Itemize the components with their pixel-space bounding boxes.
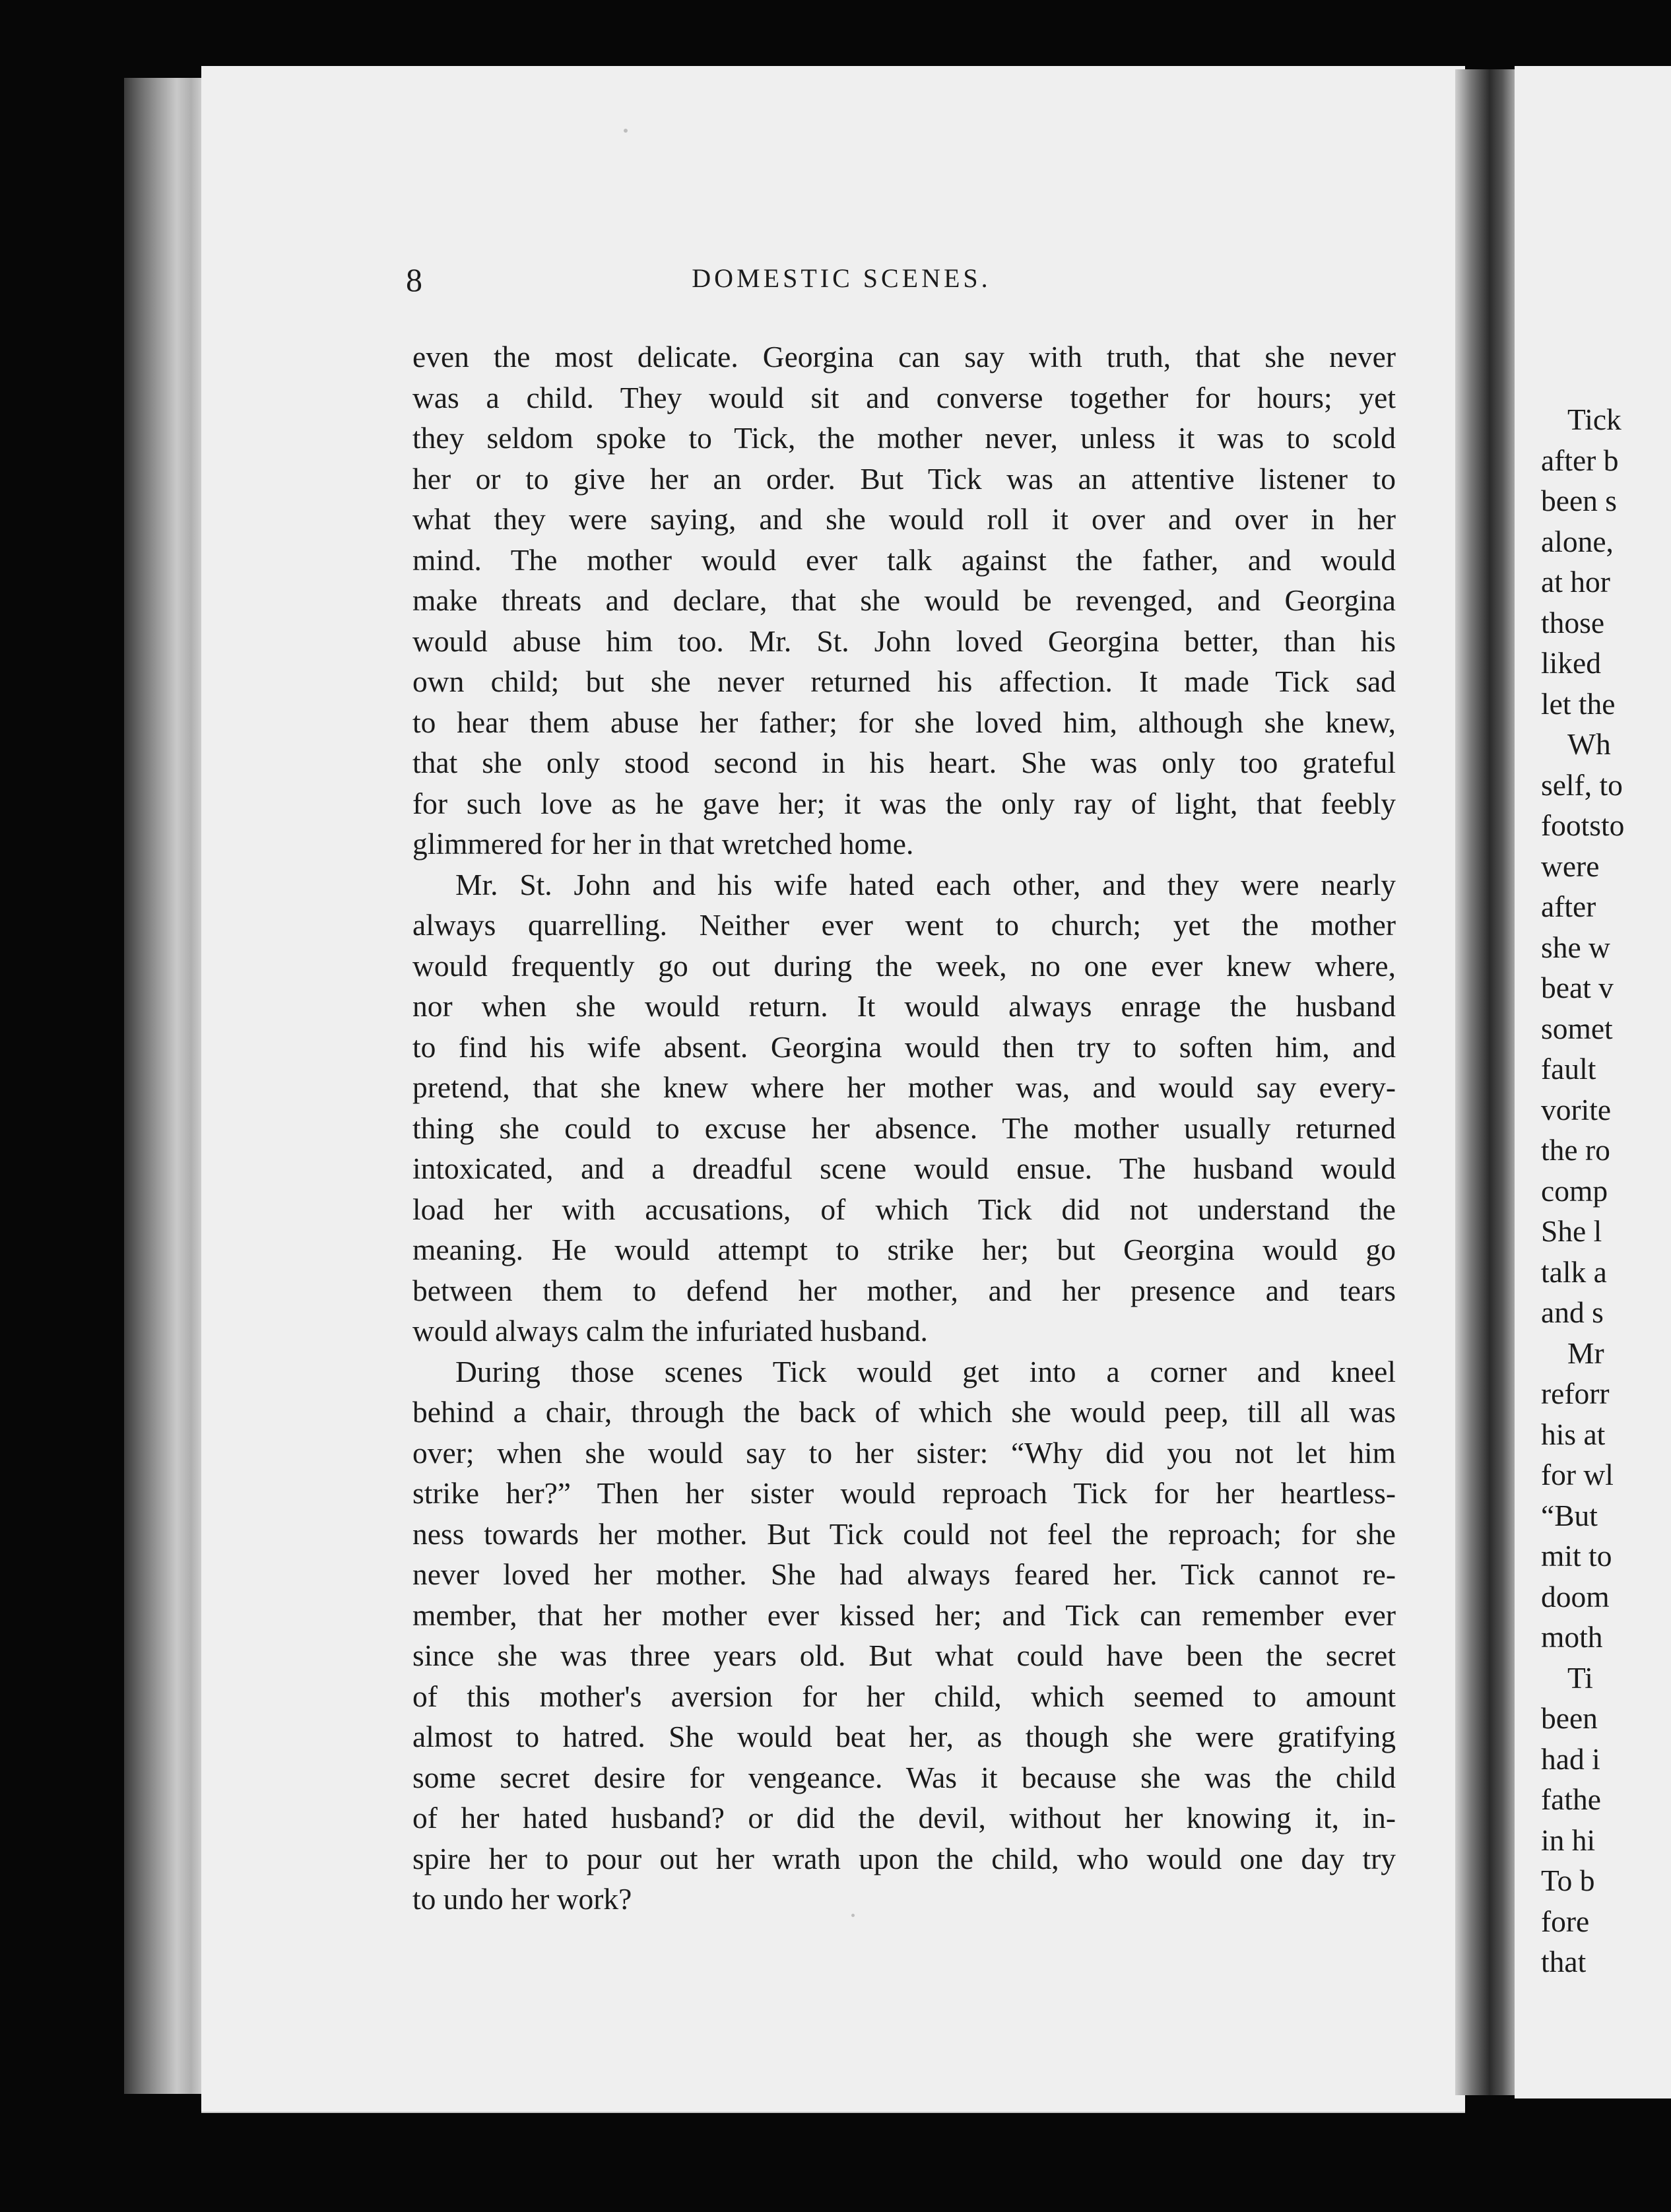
- text-line: between them to defend her mother, and her presence and tears: [412, 1273, 1396, 1307]
- right-page-line: Wh: [1567, 727, 1611, 761]
- book-gutter: [1455, 69, 1518, 2095]
- right-page-line: were: [1541, 849, 1600, 883]
- right-page-line: liked: [1541, 646, 1601, 680]
- text-line: to undo her work?: [412, 1882, 632, 1916]
- right-page-line: in hi: [1541, 1823, 1596, 1857]
- right-page: [1515, 66, 1671, 2098]
- text-line: to hear them abuse her father; for she loved him, although she knew,: [412, 705, 1396, 739]
- text-line: During those scenes Tick would get into a corner and kneel: [455, 1354, 1396, 1388]
- text-line: of this mother's aversion for her child, which seemed to amount: [412, 1679, 1396, 1713]
- text-line: intoxicated, and a dreadful scene would ensue. The husband would: [412, 1152, 1396, 1185]
- right-page-text: [1541, 399, 1671, 1982]
- right-page-line: reforr: [1541, 1377, 1610, 1410]
- text-line: load her with accusations, of which Tick did not understand the: [412, 1192, 1396, 1226]
- page-number: 8: [406, 261, 422, 298]
- text-line: make threats and declare, that she would be revenged, and Georgina: [412, 583, 1396, 617]
- right-page-line: self, to: [1541, 767, 1623, 802]
- right-page-line: footsto: [1541, 808, 1625, 842]
- right-page-line: those: [1541, 605, 1605, 639]
- text-line: Mr. St. John and his wife hated each other, and they were nearly: [455, 867, 1396, 901]
- text-line: that she only stood second in his heart. She was only too grateful: [412, 746, 1396, 779]
- specks: [624, 129, 628, 133]
- text-line: would frequently go out during the week, no one ever knew where,: [412, 948, 1396, 983]
- text-line: spire her to pour out her wrath upon the child, who would one day try: [412, 1841, 1396, 1875]
- text-line: nor when she would return. It would always enrage the husband: [412, 989, 1396, 1023]
- right-page-line: the ro: [1541, 1133, 1610, 1167]
- specks: [851, 1914, 855, 1917]
- text-line: thing she could to excuse her absence. The mother usually returned: [412, 1111, 1396, 1145]
- text-line: mind. The mother would ever talk against the father, and would: [412, 542, 1396, 577]
- text-line: some secret desire for vengeance. Was it because she was the child: [412, 1760, 1396, 1794]
- right-page-line: fathe: [1541, 1782, 1601, 1816]
- right-page-line: somet: [1541, 1011, 1613, 1045]
- right-page-line: comp: [1541, 1173, 1608, 1208]
- right-page-line: doom: [1541, 1579, 1610, 1613]
- text-line: always quarrelling. Neither ever went to church; yet the mother: [412, 908, 1396, 942]
- text-line: her or to give her an order. But Tick was an attentive listener to: [412, 461, 1396, 496]
- right-page-line: beat v: [1541, 971, 1614, 1004]
- right-page-line: To b: [1541, 1864, 1595, 1897]
- right-page-line: at hor: [1541, 565, 1610, 599]
- right-page-line: mit to: [1541, 1539, 1612, 1573]
- text-line: would always calm the infuriated husband.: [412, 1314, 928, 1348]
- right-page-line: been s: [1541, 484, 1617, 517]
- text-line: what they were saying, and she would roll it over and over in her: [412, 502, 1396, 536]
- text-line: never loved her mother. She had always feared her. Tick cannot re-: [412, 1557, 1396, 1591]
- right-page-line: for wl: [1541, 1458, 1614, 1491]
- right-page-line: Mr: [1567, 1336, 1604, 1370]
- right-page-line: after b: [1541, 443, 1619, 477]
- right-page-line: talk a: [1541, 1254, 1607, 1289]
- text-line: own child; but she never returned his affection. It made Tick sad: [412, 665, 1396, 698]
- text-line: for such love as he gave her; it was the only ray of light, that feebly: [412, 786, 1396, 820]
- text-line: behind a chair, through the back of which she would peep, till all was: [412, 1395, 1396, 1429]
- right-page-line: She l: [1541, 1214, 1602, 1248]
- text-line: over; when she would say to her sister: “Why did you not let him: [412, 1435, 1396, 1470]
- right-page-line: his at: [1541, 1417, 1606, 1451]
- right-page-line: after: [1541, 890, 1596, 923]
- right-page-line: Tick: [1567, 403, 1622, 436]
- text-line: of her hated husband? or did the devil, without her knowing it, in-: [412, 1801, 1396, 1835]
- right-page-line: fore: [1541, 1904, 1590, 1938]
- running-head: DOMESTIC SCENES.: [692, 263, 991, 293]
- right-page-line: and s: [1541, 1295, 1604, 1329]
- body-text: [412, 337, 1396, 1920]
- text-line: member, that her mother ever kissed her; and Tick can remember ever: [412, 1598, 1396, 1632]
- text-line: since she was three years old. But what could have been the secret: [412, 1639, 1396, 1672]
- text-line: to find his wife absent. Georgina would then try to soften him, and: [412, 1029, 1396, 1064]
- right-page-line: she w: [1541, 930, 1610, 964]
- right-page-line: moth: [1541, 1620, 1603, 1654]
- text-line: glimmered for her in that wretched home.: [412, 827, 914, 861]
- right-page-line: Ti: [1567, 1660, 1593, 1695]
- text-line: would abuse him too. Mr. St. John loved Georgina better, than his: [412, 624, 1396, 658]
- right-page-line: been: [1541, 1701, 1598, 1735]
- right-page-line: “But: [1541, 1498, 1598, 1532]
- text-line: was a child. They would sit and converse together for hours; yet: [412, 380, 1396, 414]
- right-page-line: had i: [1541, 1741, 1600, 1776]
- right-page-line: fault: [1541, 1052, 1596, 1086]
- text-line: ness towards her mother. But Tick could not feel the reproach; for she: [412, 1516, 1396, 1551]
- text-line: almost to hatred. She would beat her, as though she were gratifying: [412, 1720, 1396, 1753]
- right-page-line: let the: [1541, 686, 1616, 721]
- text-line: pretend, that she knew where her mother was, and would say every-: [412, 1070, 1396, 1104]
- right-page-line: alone,: [1541, 524, 1614, 558]
- right-page-line: that: [1541, 1945, 1587, 1978]
- right-page-line: vorite: [1541, 1092, 1612, 1126]
- text-line: strike her?” Then her sister would reproach Tick for her heartless-: [412, 1476, 1396, 1510]
- text-line: they seldom spoke to Tick, the mother never, unless it was to scold: [412, 421, 1396, 455]
- text-line: even the most delicate. Georgina can say with truth, that she never: [412, 340, 1396, 374]
- text-line: meaning. He would attempt to strike her; but Georgina would go: [412, 1233, 1396, 1266]
